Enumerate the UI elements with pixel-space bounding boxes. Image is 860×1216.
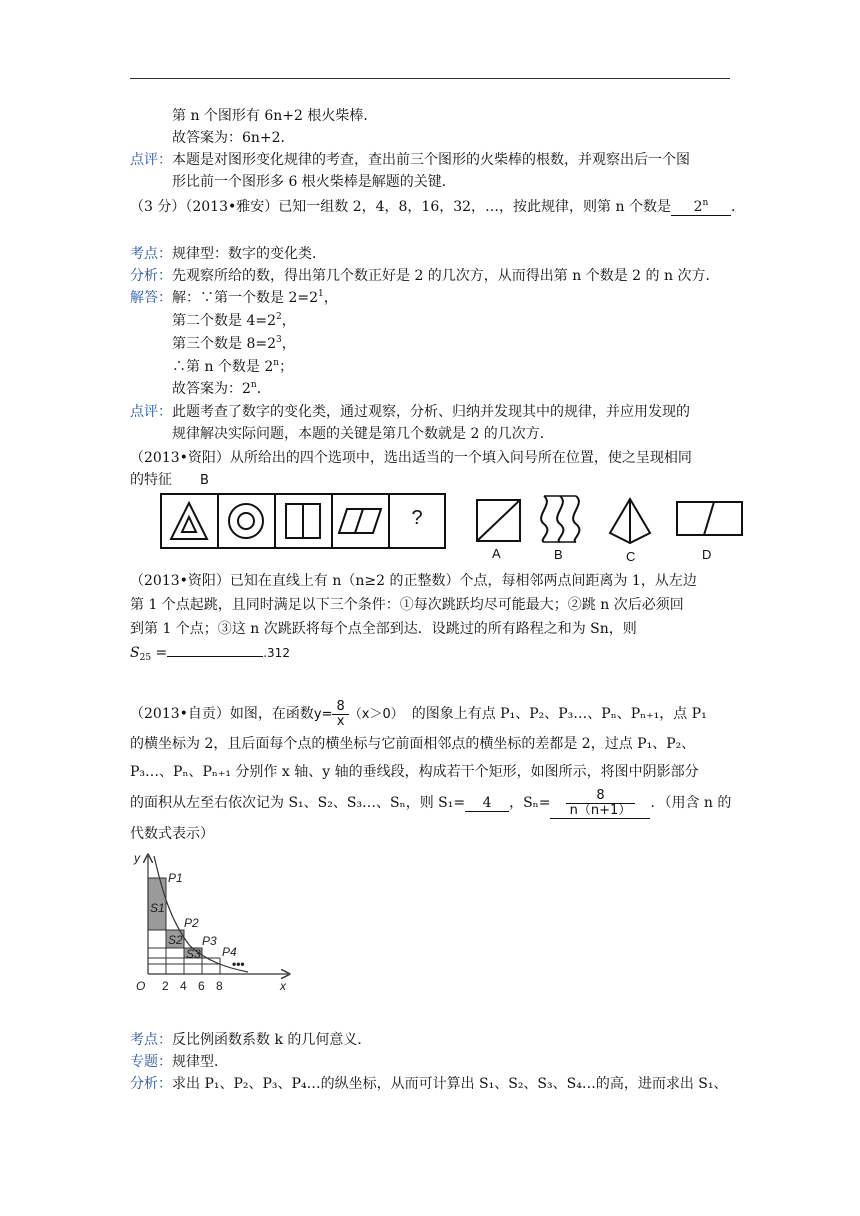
- question-stem: [130, 470, 209, 491]
- text-line: 形比前一个图形多 6 根火柴棒是解题的关键．: [172, 174, 456, 190]
- box-triangle: [162, 495, 219, 547]
- option-a-icon: [476, 499, 522, 543]
- area-label: S2: [168, 933, 183, 947]
- review-text: 本题是对图形变化规律的考查，查出前三个图形的火柴棒的根数，并观察出后一个图: [172, 152, 690, 168]
- question-stem: [130, 197, 745, 217]
- exponent: n: [250, 380, 257, 390]
- question-stem: 第 1 个点起跳，且同时满足以下三个条件：①每次跳跃均尽可能最大；②跳 n 次后必须回: [130, 597, 684, 613]
- punct: ．: [256, 381, 271, 397]
- review-line: [130, 150, 690, 170]
- fenxi-tag: 分析：: [130, 1076, 172, 1092]
- option-label: D: [702, 547, 712, 562]
- exponent: 1: [318, 289, 324, 299]
- answer-line: [130, 786, 731, 820]
- period: ．: [730, 199, 745, 215]
- punct: ，: [281, 313, 296, 329]
- box-split-square: [276, 495, 333, 547]
- tick-label: 6: [198, 979, 205, 993]
- y-label: y: [134, 851, 140, 865]
- step-text: 解：∵第一个数是 2=2: [172, 290, 318, 306]
- step-text: 第二个数是 4=2: [172, 313, 276, 329]
- question-stem: 代数式表示）: [130, 826, 214, 842]
- question-mark: ?: [411, 507, 423, 529]
- text-line: 第 n 个图形有 6n+2 根火柴棒．: [172, 108, 378, 124]
- stem-text: （3 分）（2013•雅安）已知一组数 2，4，8，16，32，…，按此规律，则第 n 个数是: [130, 199, 671, 215]
- punct: ，: [323, 290, 338, 306]
- fenxi-line: [130, 1074, 728, 1094]
- answer-blank: [167, 656, 263, 657]
- answer-text: B: [200, 473, 209, 488]
- kaodian-text: 反比例函数系数 k 的几何意义．: [172, 1032, 372, 1048]
- concentric-circles-icon: [219, 495, 274, 547]
- kaodian-tag: 考点：: [130, 1032, 172, 1048]
- option-c-icon: [606, 497, 654, 547]
- equals: =: [151, 645, 168, 661]
- answer-base: 2: [693, 199, 703, 215]
- stem-text: ，Sₙ=: [509, 795, 551, 811]
- question-stem: P₃…、Pₙ、Pₙ₊₁ 分别作 x 轴、y 轴的垂线段，构成若干个矩形，如图所示，将图中阴影部分: [130, 764, 699, 780]
- area-label: S1: [150, 901, 165, 915]
- answer-line: [130, 643, 290, 663]
- step-line: [172, 379, 271, 399]
- kaodian-text: 规律型：数字的变化类．: [172, 246, 326, 262]
- tick-label: 8: [216, 979, 223, 993]
- parallelograms-icon: [333, 495, 388, 547]
- punct: ，: [281, 336, 296, 352]
- stem-text: 的特征: [130, 472, 172, 488]
- point-label: P4: [222, 945, 237, 959]
- ellipsis-dots: •••: [232, 957, 245, 971]
- function-graph: [128, 850, 298, 1000]
- stem-text: （2013•自贡）如图，在函数: [130, 706, 314, 722]
- step-text: ∴第 n 个数是 2: [172, 359, 274, 375]
- review-text: 此题考查了数字的变化类，通过观察，分析、归纳并发现其中的规律，并应用发现的: [172, 404, 690, 420]
- option-label: C: [626, 549, 636, 564]
- text-line: 故答案为：6n+2．: [172, 130, 295, 146]
- question-stem: （2013•资阳）从所给出的四个选项中，选出适当的一个填入问号所在位置，使之呈现相同: [130, 450, 692, 466]
- x-label: x: [280, 979, 286, 993]
- area-label: S3: [186, 947, 201, 961]
- origin-label: O: [136, 979, 146, 993]
- point-label: P2: [184, 916, 199, 930]
- exponent: 2: [276, 312, 282, 322]
- fenxi-text: 先观察所给的数，得出第几个数正好是 2 的几次方，从而得出第 n 个数是 2 的 n 次方．: [172, 268, 720, 284]
- func-domain: （x＞0）: [348, 707, 404, 722]
- stem-text: 的图象上有点 P₁、P₂、P₃…、Pₙ、Pₙ₊₁，点 P₁: [411, 706, 707, 722]
- kaodian-line: [130, 244, 326, 264]
- answer-blank: 4: [465, 795, 509, 812]
- question-stem: 到第 1 个点；③这 n 次跳跃将每个点全部到达．设跳过的所有路程之和为 Sn，则: [130, 621, 637, 637]
- question-stem: （2013•资阳）已知在直线上有 n（n≥2 的正整数）个点，每相邻两点间距离为 1，从左边: [130, 573, 697, 589]
- point-label: P3: [202, 934, 217, 948]
- zhuanti-text: 规律型．: [172, 1054, 228, 1070]
- review-line: [130, 402, 690, 422]
- option-label: B: [554, 547, 563, 562]
- question-stem: 的横坐标为 2，且后面每个点的横坐标与它前面相邻点的横坐标的差都是 2，过点 P₁、P₂、: [130, 736, 696, 752]
- jieda-line: [130, 288, 338, 308]
- answer-fraction: [566, 789, 636, 818]
- triangle-in-triangle-icon: [162, 495, 217, 547]
- option-d-icon: [676, 501, 744, 537]
- zhuanti-tag: 专题：: [130, 1054, 172, 1070]
- func-y: y=: [313, 707, 333, 722]
- box-question: [390, 495, 444, 547]
- step-line: [172, 311, 296, 331]
- step-line: [172, 334, 296, 354]
- function-fraction: [332, 700, 348, 729]
- kaodian-tag: 考点：: [130, 246, 172, 262]
- fenxi-tag: 分析：: [130, 268, 172, 284]
- box-circles: [219, 495, 276, 547]
- kaodian-line: [130, 1030, 371, 1050]
- answer-exp: n: [702, 198, 709, 208]
- stem-text: 的面积从左至右依次记为 S₁、S₂、S₃…、Sₙ，则 S₁=: [130, 795, 466, 811]
- tick-label: 2: [162, 979, 169, 993]
- question-stem: [130, 698, 707, 731]
- step-text: 故答案为：2: [172, 381, 251, 397]
- answer-blank: [671, 199, 731, 216]
- review-tag: 点评：: [130, 152, 172, 168]
- frac-num: 8: [332, 700, 348, 715]
- frac-num: 8: [566, 789, 636, 804]
- sequence-boxes: [160, 493, 446, 549]
- review-tag: 点评：: [130, 404, 172, 420]
- punct: ；: [279, 359, 294, 375]
- option-label: A: [492, 546, 501, 561]
- answer-text: .312: [263, 646, 290, 660]
- stem-text: ．（用含 n 的: [650, 795, 732, 811]
- point-label: P1: [168, 871, 183, 885]
- tick-label: 4: [180, 979, 187, 993]
- frac-den: x: [336, 713, 345, 729]
- header-rule: [130, 78, 730, 79]
- step-text: 第三个数是 8=2: [172, 336, 276, 352]
- answer-blank: [550, 789, 650, 819]
- frac-den: n（n+1）: [569, 802, 632, 818]
- text-line: 规律解决实际问题，本题的关键是第几个数就是 2 的几次方．: [172, 426, 554, 442]
- step-line: [172, 357, 293, 377]
- fenxi-line: [130, 266, 719, 286]
- s-subscript: 25: [139, 653, 152, 663]
- option-b-icon: [538, 494, 582, 544]
- split-square-icon: [276, 495, 331, 547]
- zhuanti-line: [130, 1052, 228, 1072]
- box-parallelograms: [333, 495, 390, 547]
- jieda-tag: 解答：: [130, 290, 172, 306]
- fenxi-text: 求出 P₁、P₂、P₃、P₄…的纵坐标，从而可计算出 S₁、S₂、S₃、S₄…的高，进而求出 S₁、: [172, 1076, 728, 1092]
- s-label: S: [130, 645, 140, 661]
- exponent: 3: [276, 335, 282, 345]
- exponent: n: [273, 358, 280, 368]
